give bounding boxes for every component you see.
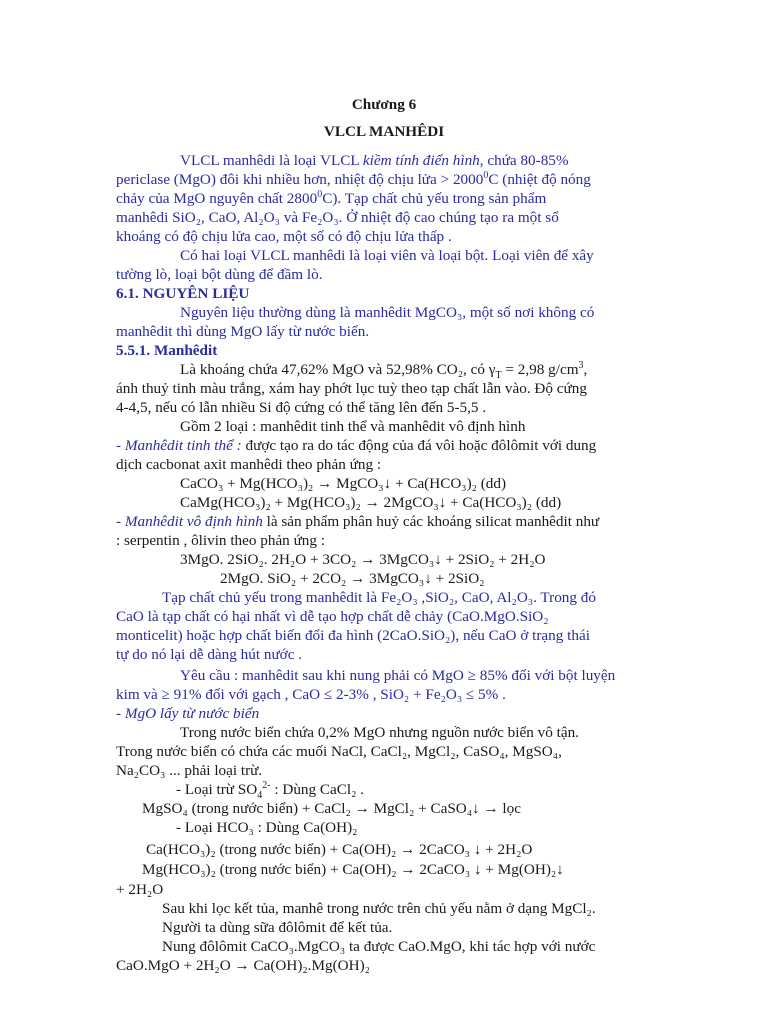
intro-line-2 bbox=[116, 170, 591, 190]
subscript: 4 bbox=[257, 790, 263, 802]
equation-line: MgSO₄ (trong nước biển) + CaCl₂ → MgCl₂ + CaSO₄↓ → lọc bbox=[142, 800, 521, 817]
intro-line-4: manhêdi SiO₂, CaO, Al₂O₃ và Fe₂O₃. Ở nhiệt độ cao chúng tạo ra một số bbox=[116, 209, 559, 226]
body-text: = 2,98 g/cm bbox=[501, 361, 579, 378]
page-title: VLCL MANHÊDI bbox=[323, 123, 445, 140]
body-line: Gồm 2 loại : manhêdit tinh thể và manhêdit vô định hình bbox=[180, 418, 526, 435]
body-line: Sau khi lọc kết tủa, manhê trong nước trên chủ yếu nằm ở dạng MgCl₂. bbox=[162, 900, 596, 917]
intro-line-1 bbox=[180, 151, 569, 171]
section-heading-6-1: 6.1. NGUYÊN LIỆU bbox=[116, 285, 250, 302]
body-line: : serpentin , ôlivin theo phản ứng : bbox=[116, 532, 326, 549]
body-line: kim và ≥ 91% đối với gạch , CaO ≤ 2-3% , SiO₂ + Fe₂O₃ ≤ 5% . bbox=[116, 686, 506, 703]
superscript: 3 bbox=[578, 359, 584, 371]
body-line bbox=[176, 780, 364, 800]
subheading-inline: - Manhêdit tinh thể : bbox=[116, 437, 242, 454]
body-line: tự do nó lại dễ dàng hút nước . bbox=[116, 646, 303, 663]
body-line: Trong nước biển có chứa các muối NaCl, CaCl₂, MgCl₂, CaSO₄, MgSO₄, bbox=[116, 743, 562, 760]
body-text: được tạo ra do tác động của đá vôi hoặc đôlômit với dung bbox=[241, 437, 597, 454]
equation-line: CaMg(HCO₃)₂ + Mg(HCO₃)₂ → 2MgCO₃↓ + Ca(HCO₃)₂ (dd) bbox=[180, 494, 562, 511]
equation-line: Ca(HCO₃)₂ (trong nước biển) + Ca(OH)₂ → 2CaCO₃ ↓ + 2H₂O bbox=[146, 841, 533, 858]
intro-line-7: tường lò, loại bột dùng để đầm lò. bbox=[116, 266, 323, 283]
intro-text: chảy của MgO nguyên chất 2800 bbox=[116, 190, 318, 207]
body-line: dịch cacbonat axit manhêdi theo phản ứng : bbox=[116, 456, 382, 473]
intro-emphasis: kiềm tính điển hình bbox=[362, 152, 480, 169]
intro-text: , chứa 80-85% bbox=[479, 152, 569, 169]
body-text: Là khoáng chứa 47,62% MgO và 52,98% CO₂, có γ bbox=[180, 361, 496, 378]
body-text: - Loại trừ SO bbox=[176, 781, 258, 798]
intro-text: C (nhiệt độ nóng bbox=[488, 171, 591, 188]
equation-line: CaCO₃ + Mg(HCO₃)₂ → MgCO₃↓ + Ca(HCO₃)₂ (dd) bbox=[180, 475, 507, 492]
intro-text: VLCL manhêdi là loại VLCL bbox=[180, 152, 363, 169]
body-line bbox=[116, 512, 599, 532]
section-6-1-line-1: Nguyên liệu thường dùng là manhêdit MgCO₃, một số nơi không có bbox=[180, 304, 595, 321]
body-line: - Loại HCO₃ : Dùng Ca(OH)₂ bbox=[176, 819, 358, 836]
body-text: là sản phẩm phân huỷ các khoáng silicat manhêdit như bbox=[262, 513, 600, 530]
superscript: 0 bbox=[483, 169, 489, 181]
equation-line: 2MgO. SiO₂ + 2CO₂ → 3MgCO₃↓ + 2SiO₂ bbox=[220, 570, 485, 587]
intro-line-3 bbox=[116, 189, 546, 209]
body-line: Na₂CO₃ ... phải loại trừ. bbox=[116, 762, 263, 779]
body-line: Trong nước biển chứa 0,2% MgO nhưng nguồn nước biển vô tận. bbox=[180, 724, 579, 741]
chapter-label: Chương 6 bbox=[351, 96, 417, 113]
intro-text: periclase (MgO) đôi khi nhiều hơn, nhiệt độ chịu lửa > 2000 bbox=[116, 171, 484, 188]
equation-line: 3MgO. 2SiO₂. 2H₂O + 3CO₂ → 3MgCO₃↓ + 2SiO₂ + 2H₂O bbox=[180, 551, 546, 568]
equation-line: Mg(HCO₃)₂ (trong nước biển) + Ca(OH)₂ → 2CaCO₃ ↓ + Mg(OH)₂↓ bbox=[142, 861, 564, 878]
body-line: Nung đôlômit CaCO₃.MgCO₃ ta được CaO.MgO, khi tác hợp với nước bbox=[162, 938, 596, 955]
intro-line-6: Có hai loại VLCL manhêdi là loại viên và loại bột. Loại viên để xây bbox=[180, 247, 594, 264]
body-line: ánh thuỷ tinh màu trắng, xám hay phớt lục tuỳ theo tạp chất lẫn vào. Độ cứng bbox=[116, 380, 587, 397]
equation-line: CaO.MgO + 2H₂O → Ca(OH)₂.Mg(OH)₂ bbox=[116, 957, 370, 974]
section-6-1-line-2: manhêdit thì dùng MgO lấy từ nước biển. bbox=[116, 323, 370, 340]
body-line: Người ta dùng sữa đôlômit để kết tủa. bbox=[162, 919, 393, 936]
body-line: Yêu cầu : manhêdit sau khi nung phải có MgO ≥ 85% đối với bột luyện bbox=[180, 667, 616, 684]
equation-line: + 2H₂O bbox=[116, 881, 164, 898]
body-line: CaO là tạp chất có hại nhất vì dễ tạo hợp chất dễ chảy (CaO.MgO.SiO₂ bbox=[116, 608, 549, 625]
body-line bbox=[116, 436, 596, 456]
body-line: Tạp chất chủ yếu trong manhêdit là Fe₂O₃ ,SiO₂, CaO, Al₂O₃. Trong đó bbox=[162, 589, 596, 606]
superscript: 2- bbox=[262, 779, 271, 791]
subheading-inline: - MgO lấy từ nước biển bbox=[116, 705, 260, 722]
subheading-inline: - Manhêdit vô định hình bbox=[116, 513, 263, 530]
intro-line-5: khoáng có độ chịu lửa cao, một số có độ chịu lửa thấp . bbox=[116, 228, 452, 245]
body-text: : Dùng CaCl₂ . bbox=[270, 781, 365, 798]
body-line: 4-4,5, nếu có lẫn nhiều Si độ cứng có thể tăng lên đến 5-5,5 . bbox=[116, 399, 487, 416]
body-line bbox=[180, 360, 587, 380]
body-line: monticelit) hoặc hợp chất biến đổi đa hình (2CaO.SiO₂), nếu CaO ở trạng thái bbox=[116, 627, 590, 644]
superscript: 0 bbox=[317, 188, 323, 200]
subscript: T bbox=[495, 370, 502, 382]
intro-text: C). Tạp chất chủ yếu trong sản phẩm bbox=[322, 190, 547, 207]
section-heading-5-5-1: 5.5.1. Manhêdit bbox=[116, 342, 218, 359]
body-text: , bbox=[583, 361, 588, 378]
